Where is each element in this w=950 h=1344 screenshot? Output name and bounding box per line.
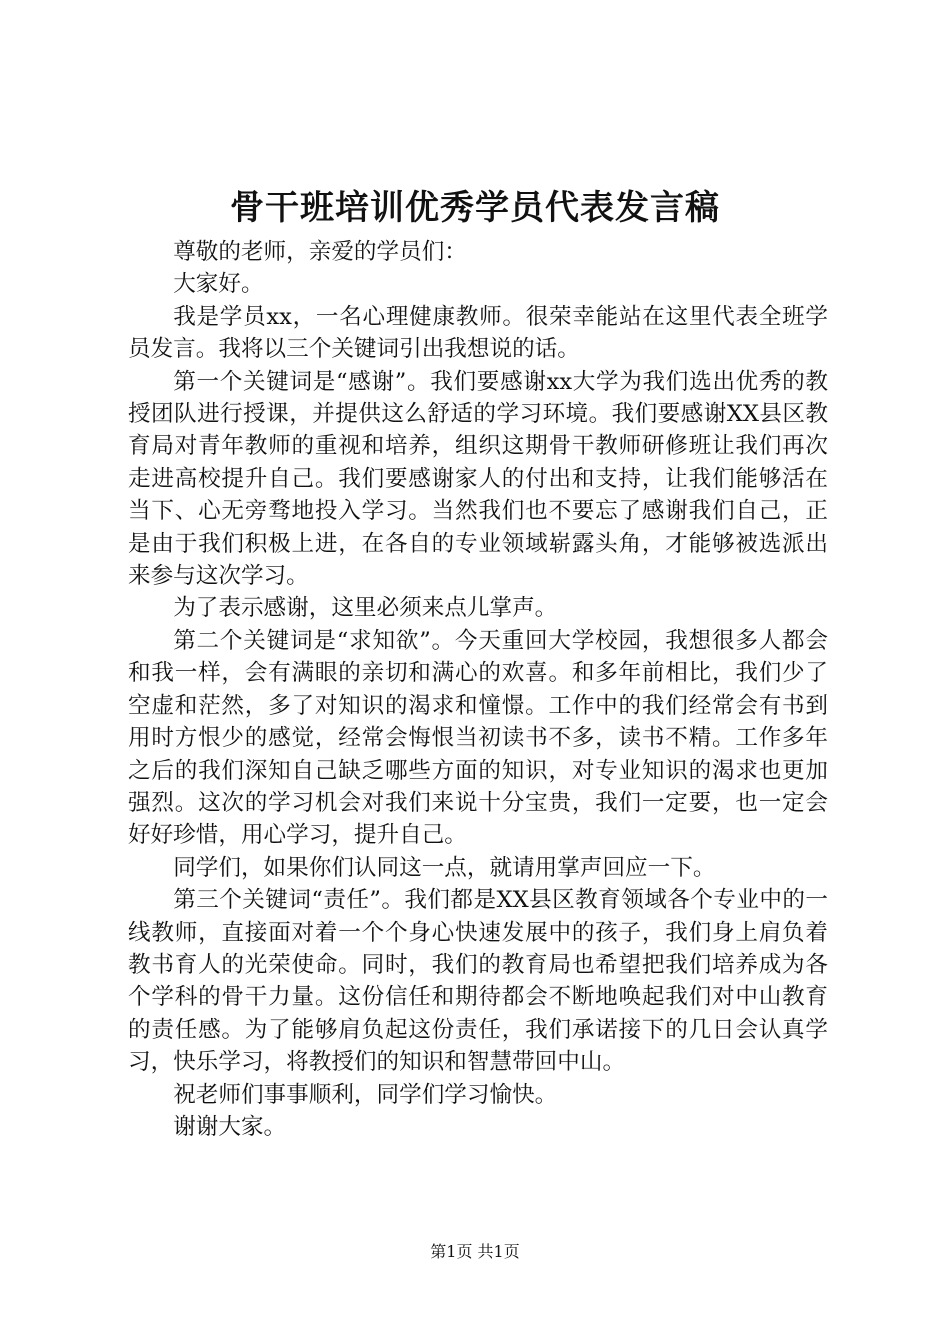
paragraph-keyword-curiosity: 第二个关键词是“求知欲”。今天重回大学校园，我想很多人都会和我一样，会有满眼的亲切和满心的欢喜。和多年前相比，我们少了空虚和茫然，多了对知识的渴求和憧憬。工作中的我们经常会有书到用时方恨少的感觉，经常会悔恨当初读书不多，读书不精。工作多年之后的我们深知自己缺乏哪些方面的知识，对专业知识的渴求也更加强烈。这次的学习机会对我们来说十分宝贵，我们一定要，也一定会好好珍惜，用心学习，提升自己。 bbox=[128, 627, 828, 849]
paragraph-introduction: 我是学员xx，一名心理健康教师。很荣幸能站在这里代表全班学员发言。我将以三个关键词引出我想说的话。 bbox=[128, 303, 828, 363]
document-title: 骨干班培训优秀学员代表发言稿 bbox=[230, 188, 720, 228]
paragraph-thanks: 谢谢大家。 bbox=[173, 1113, 287, 1140]
page-footer: 第1页 共1页 bbox=[430, 1242, 520, 1261]
paragraph-keyword-gratitude: 第一个关键词是“感谢”。我们要感谢xx大学为我们选出优秀的教授团队进行授课，并提供这么舒适的学习环境。我们要感谢XX县区教育局对青年教师的重视和培养，组织这期骨干教师研修班让我们再次走进高校提升自己。我们要感谢家人的付出和支持，让我们能够活在当下、心无旁骛地投入学习。当然我们也不要忘了感谢我们自己，正是由于我们积极上进，在各自的专业领域崭露头角，才能够被选派出来参与这次学习。 bbox=[128, 368, 828, 590]
paragraph-applause-response: 同学们，如果你们认同这一点，就请用掌声回应一下。 bbox=[173, 854, 716, 881]
paragraph-salutation: 尊敬的老师，亲爱的学员们： bbox=[173, 239, 467, 265]
paragraph-wishes: 祝老师们事事顺利，同学们学习愉快。 bbox=[173, 1081, 558, 1108]
paragraph-greeting: 大家好。 bbox=[173, 271, 264, 298]
paragraph-keyword-responsibility: 第三个关键词“责任”。我们都是XX县区教育领域各个专业中的一线教师，直接面对着一个个身心快速发展中的孩子，我们身上肩负着教书育人的光荣使命。同时，我们的教育局也希望把我们培养成为各个学科的骨干力量。这份信任和期待都会不断地唤起我们对中山教育的责任感。为了能够肩负起这份责任，我们承诺接下的几日会认真学习，快乐学习，将教授们的知识和智慧带回中山。 bbox=[128, 887, 828, 1076]
paragraph-applause-request: 为了表示感谢，这里必须来点儿掌声。 bbox=[173, 595, 558, 622]
document-body bbox=[128, 236, 828, 1143]
